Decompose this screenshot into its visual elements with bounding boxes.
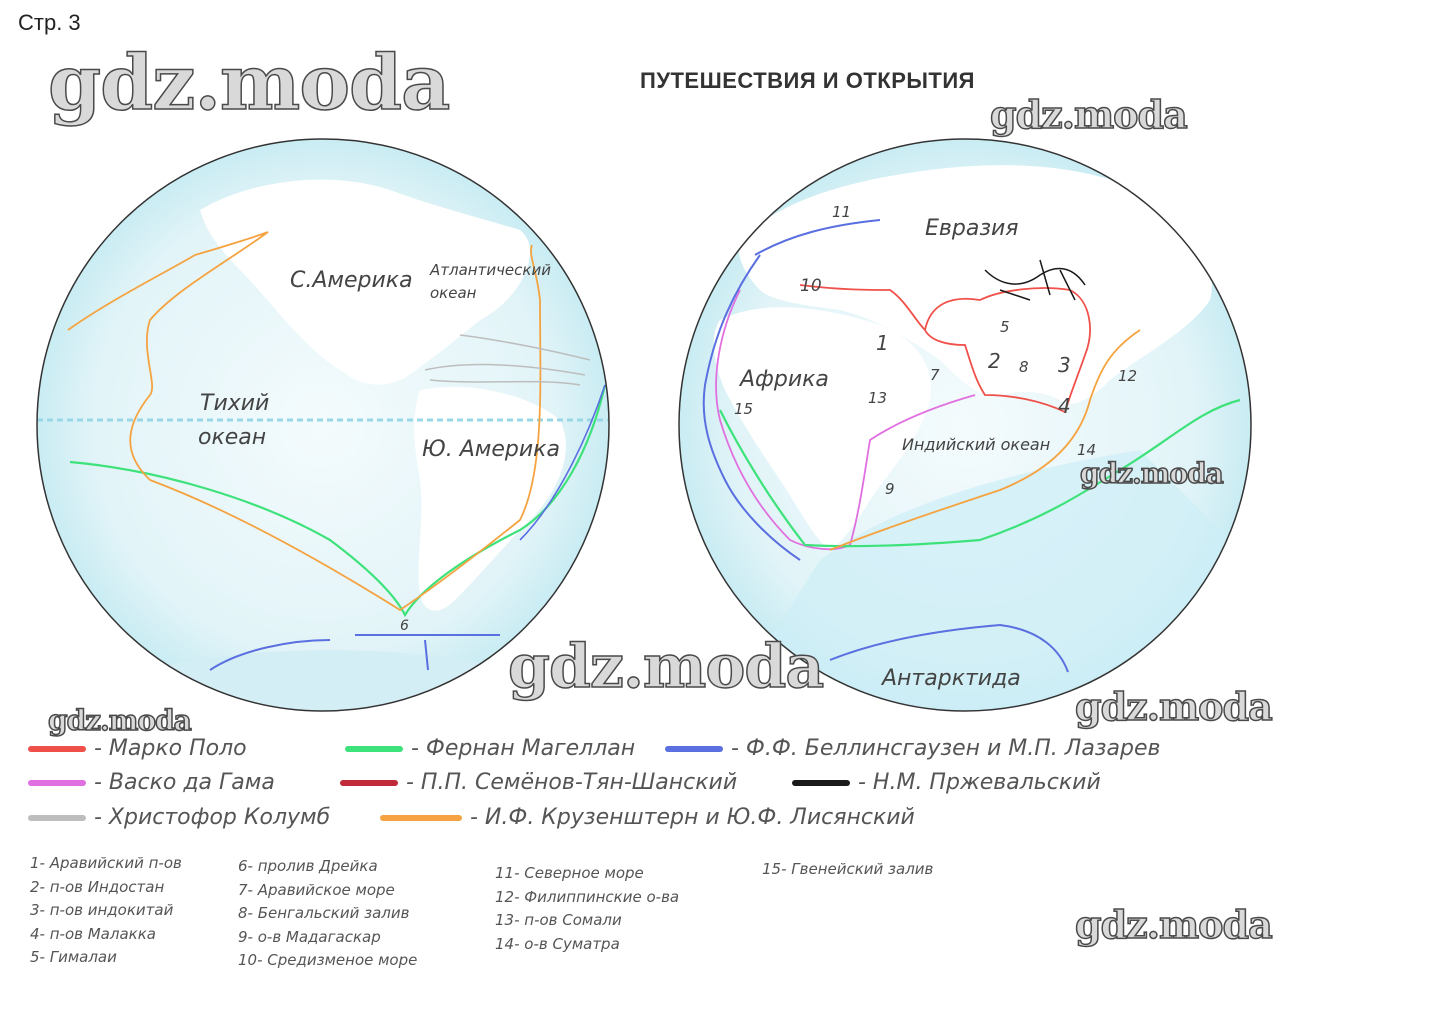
legend-swatch: [792, 780, 850, 786]
key-item: 15- Гвенейский залив: [762, 860, 934, 878]
label-pacific-2: океан: [198, 425, 267, 450]
map-number-15: 15: [734, 400, 754, 418]
key-item: 3- п-ов индокитай: [30, 901, 174, 919]
map-number-11: 11: [832, 203, 852, 221]
watermark-map-right: gdz.moda: [1080, 457, 1223, 490]
key-item: 7- Аравийское море: [238, 880, 395, 899]
legend-label: - Христофор Колумб: [94, 805, 331, 830]
legend-label: - Ф.Ф. Беллинсгаузен и М.П. Лазарев: [731, 736, 1161, 761]
watermark-center: gdz.moda: [508, 632, 824, 702]
key-item: 2- п-ов Индостан: [30, 877, 165, 896]
map-number-13: 13: [868, 389, 888, 407]
key-column-3: [495, 862, 679, 956]
label-eurasia: Евразия: [925, 216, 1019, 241]
legend-item-magellan: [345, 736, 635, 761]
map-number-6: 6: [400, 618, 409, 634]
key-item: 12- Филиппинские о-ва: [495, 887, 680, 906]
legend-item-bellingshausen: [665, 736, 1160, 761]
key-item: 10- Средизменое море: [238, 951, 418, 969]
page-title: ПУТЕШЕСТВИЯ И ОТКРЫТИЯ: [640, 68, 975, 93]
legend-swatch: [28, 815, 86, 821]
legend-swatch: [345, 746, 403, 752]
label-north-america: С.Америка: [290, 268, 413, 293]
key-column-1: [30, 852, 182, 970]
legend-item-przhevalsky: [792, 770, 1101, 795]
label-pacific-1: Тихий: [200, 391, 270, 416]
label-atlantic-2: океан: [430, 284, 477, 302]
label-south-america: Ю. Америка: [422, 437, 560, 462]
map-number-2: 2: [988, 349, 1001, 373]
watermark-bottom-right: gdz.moda: [1075, 902, 1272, 947]
key-item: 13- п-ов Сомали: [495, 911, 622, 929]
map-number-14: 14: [1077, 441, 1097, 459]
legend-label: - И.Ф. Крузенштерн и Ю.Ф. Лисянский: [470, 805, 915, 830]
watermark-top-right: gdz.moda: [990, 92, 1187, 137]
key-column-2: [238, 855, 417, 973]
legend-item-krusenstern: [380, 805, 915, 830]
legend-item-marco-polo: [28, 736, 247, 761]
map-number-1: 1: [876, 331, 889, 355]
label-africa: Африка: [740, 367, 829, 392]
legend-swatch: [340, 780, 398, 786]
map-number-4: 4: [1058, 394, 1071, 418]
watermark-top-left: gdz.moda: [48, 38, 450, 127]
key-item: 11- Северное море: [495, 864, 644, 882]
map-number-12: 12: [1118, 367, 1138, 385]
legend-swatch: [28, 780, 86, 786]
legend-label: - Фернан Магеллан: [411, 736, 636, 761]
legend-swatch: [380, 815, 462, 821]
map-number-10: 10: [800, 276, 822, 296]
label-atlantic-1: Атлантический: [430, 261, 551, 279]
legend-item-vasco-da-gama: [28, 770, 275, 795]
map-number-9: 9: [885, 480, 895, 498]
key-item: 14- о-в Суматра: [495, 934, 620, 953]
legend-label: - П.П. Семёнов-Тян-Шанский: [406, 770, 738, 795]
map-number-5: 5: [1000, 318, 1010, 336]
legend-item-semenov: [340, 770, 737, 795]
label-indian-ocean: Индийский океан: [902, 435, 1051, 454]
map-number-8: 8: [1019, 358, 1029, 376]
map-number-7: 7: [930, 366, 940, 384]
watermark-lower-right: gdz.moda: [1075, 684, 1272, 729]
key-item: 9- о-в Мадагаскар: [238, 927, 381, 946]
legend-label: - Васко да Гама: [94, 770, 275, 795]
key-item: 1- Аравийский п-ов: [30, 854, 182, 872]
legend-label: - Н.М. Пржевальский: [858, 770, 1101, 795]
key-item: 8- Бенгальский залив: [238, 904, 410, 922]
watermark-legend-left: gdz.moda: [48, 704, 191, 737]
page-number: Стр. 3: [18, 10, 81, 35]
legend-label: - Марко Поло: [94, 736, 247, 761]
legend-swatch: [665, 746, 723, 752]
key-item: 5- Гималаи: [30, 948, 117, 966]
key-item: 4- п-ов Малакка: [30, 924, 156, 943]
legend-item-columbus: [28, 805, 330, 830]
key-column-4: [762, 858, 933, 882]
label-antarctica: Антарктида: [882, 666, 1021, 691]
key-item: 6- пролив Дрейка: [238, 857, 378, 875]
map-number-3: 3: [1058, 353, 1071, 377]
legend-swatch: [28, 746, 86, 752]
